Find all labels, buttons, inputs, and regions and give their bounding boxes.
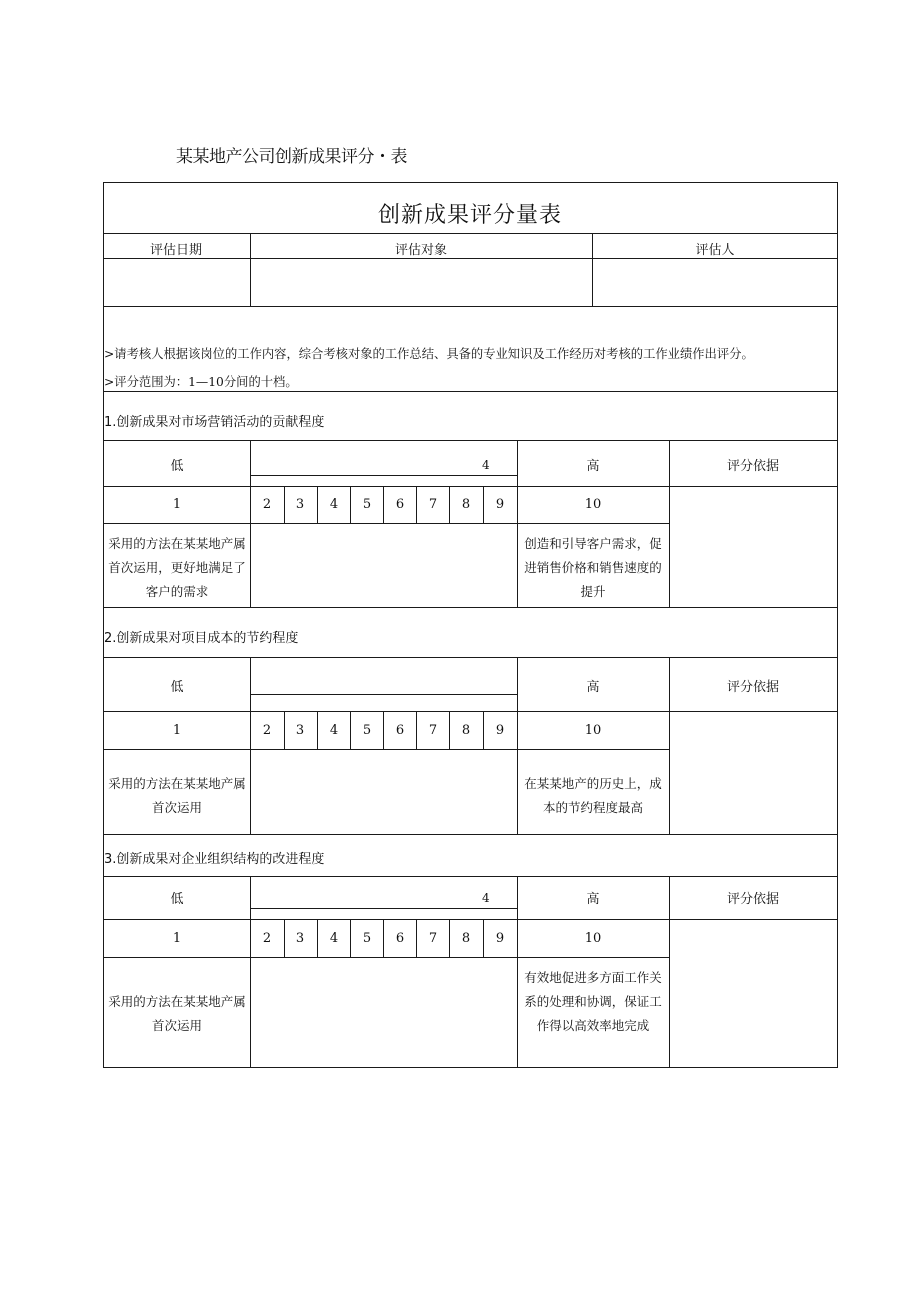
rule bbox=[103, 233, 838, 234]
score-8[interactable]: 8 bbox=[461, 497, 471, 512]
basis-label: 评分依据 bbox=[726, 680, 780, 695]
rule bbox=[449, 711, 450, 749]
rule bbox=[103, 957, 669, 958]
border-bottom bbox=[103, 1067, 838, 1068]
rule bbox=[416, 711, 417, 749]
rule bbox=[350, 711, 351, 749]
section-title: 3.创新成果对企业组织结构的改进程度 bbox=[104, 852, 325, 867]
rule bbox=[517, 657, 518, 834]
score-9[interactable]: 9 bbox=[495, 931, 505, 946]
rule bbox=[103, 306, 838, 307]
instruction-line: >请考核人根据该岗位的工作内容，综合考核对象的工作总结、具备的专业知识及工作经历对考核的工作业绩作出评分。 bbox=[104, 347, 754, 361]
score-5[interactable]: 5 bbox=[362, 497, 372, 512]
low-label: 低 bbox=[170, 892, 184, 907]
basis-input[interactable] bbox=[670, 487, 837, 607]
eval-object-label: 评估对象 bbox=[394, 243, 448, 258]
eval-date-field[interactable] bbox=[104, 259, 250, 306]
rule bbox=[284, 919, 285, 957]
basis-input[interactable] bbox=[670, 712, 837, 834]
rule bbox=[449, 919, 450, 957]
form-title: 创新成果评分量表 bbox=[377, 203, 563, 228]
score-2[interactable]: 2 bbox=[262, 931, 272, 946]
rule bbox=[250, 908, 517, 909]
score-7[interactable]: 7 bbox=[428, 931, 438, 946]
score-6[interactable]: 6 bbox=[395, 931, 405, 946]
score-8[interactable]: 8 bbox=[461, 931, 471, 946]
score-9[interactable]: 9 bbox=[495, 723, 505, 738]
score-4[interactable]: 4 bbox=[329, 497, 339, 512]
eval-object-field[interactable] bbox=[251, 259, 592, 306]
rule bbox=[317, 711, 318, 749]
score-3[interactable]: 3 bbox=[295, 497, 305, 512]
rule bbox=[383, 711, 384, 749]
rule bbox=[416, 919, 417, 957]
score-5[interactable]: 5 bbox=[362, 931, 372, 946]
high-description: 在某某地产的历史上，成本的节约程度最高 bbox=[524, 776, 662, 815]
score-10[interactable]: 10 bbox=[584, 497, 602, 512]
rule bbox=[103, 440, 838, 441]
rule bbox=[383, 486, 384, 523]
score-6[interactable]: 6 bbox=[395, 723, 405, 738]
rule bbox=[483, 919, 484, 957]
rule bbox=[383, 919, 384, 957]
low-label: 低 bbox=[170, 459, 184, 474]
high-description: 创造和引导客户需求，促进销售价格和销售速度的提升 bbox=[524, 536, 662, 599]
score-2[interactable]: 2 bbox=[262, 497, 272, 512]
score-10[interactable]: 10 bbox=[584, 723, 602, 738]
basis-label: 评分依据 bbox=[726, 892, 780, 907]
score-3[interactable]: 3 bbox=[295, 931, 305, 946]
rule bbox=[284, 711, 285, 749]
low-description: 采用的方法在某某地产属首次运用 bbox=[108, 994, 246, 1033]
rule bbox=[103, 834, 838, 835]
mid-scale-value: 4 bbox=[482, 891, 490, 905]
rule bbox=[103, 657, 838, 658]
score-7[interactable]: 7 bbox=[428, 723, 438, 738]
rule bbox=[317, 486, 318, 523]
score-1[interactable]: 1 bbox=[172, 497, 182, 512]
eval-date-label: 评估日期 bbox=[149, 243, 203, 258]
rule bbox=[103, 391, 838, 392]
rule bbox=[449, 486, 450, 523]
border-right bbox=[837, 182, 838, 1068]
section-title: 2.创新成果对项目成本的节约程度 bbox=[104, 631, 299, 646]
rule bbox=[103, 607, 838, 608]
instruction-line: >评分范围为：1—10分间的十档。 bbox=[104, 375, 298, 389]
high-description: 有效地促进多方面工作关系的处理和协调，保证工作得以高效率地完成 bbox=[524, 970, 662, 1033]
rule bbox=[416, 486, 417, 523]
score-8[interactable]: 8 bbox=[461, 723, 471, 738]
high-label: 高 bbox=[586, 892, 600, 907]
basis-label: 评分依据 bbox=[726, 459, 780, 474]
rule bbox=[483, 486, 484, 523]
score-4[interactable]: 4 bbox=[329, 723, 339, 738]
rule bbox=[250, 440, 251, 607]
score-6[interactable]: 6 bbox=[395, 497, 405, 512]
score-1[interactable]: 1 bbox=[172, 723, 182, 738]
low-description: 采用的方法在某某地产属首次运用 bbox=[108, 776, 246, 815]
score-9[interactable]: 9 bbox=[495, 497, 505, 512]
low-label: 低 bbox=[170, 680, 184, 695]
rule bbox=[250, 657, 251, 834]
rule bbox=[350, 486, 351, 523]
mid-scale-value: 4 bbox=[482, 458, 490, 472]
rule bbox=[103, 749, 669, 750]
rule bbox=[517, 440, 518, 607]
border-top bbox=[103, 182, 838, 183]
document-title: 某某地产公司创新成果评分・表 bbox=[176, 147, 407, 167]
high-label: 高 bbox=[586, 680, 600, 695]
evaluator-label: 评估人 bbox=[695, 243, 735, 258]
low-description: 采用的方法在某某地产属首次运用，更好地满足了客户的需求 bbox=[108, 536, 246, 599]
rule bbox=[250, 876, 251, 1067]
score-1[interactable]: 1 bbox=[172, 931, 182, 946]
score-2[interactable]: 2 bbox=[262, 723, 272, 738]
rule bbox=[483, 711, 484, 749]
evaluator-field[interactable] bbox=[593, 259, 837, 306]
score-10[interactable]: 10 bbox=[584, 931, 602, 946]
score-3[interactable]: 3 bbox=[295, 723, 305, 738]
rule bbox=[350, 919, 351, 957]
score-sheet bbox=[103, 182, 838, 1068]
rule bbox=[103, 523, 669, 524]
rule bbox=[250, 694, 517, 695]
score-5[interactable]: 5 bbox=[362, 723, 372, 738]
score-7[interactable]: 7 bbox=[428, 497, 438, 512]
rule bbox=[103, 876, 838, 877]
border-left bbox=[103, 182, 104, 1068]
rule bbox=[517, 876, 518, 1067]
high-label: 高 bbox=[586, 459, 600, 474]
rule bbox=[284, 486, 285, 523]
score-4[interactable]: 4 bbox=[329, 931, 339, 946]
rule bbox=[250, 475, 517, 476]
section-title: 1.创新成果对市场营销活动的贡献程度 bbox=[104, 415, 325, 430]
basis-input[interactable] bbox=[670, 920, 837, 1067]
rule bbox=[317, 919, 318, 957]
